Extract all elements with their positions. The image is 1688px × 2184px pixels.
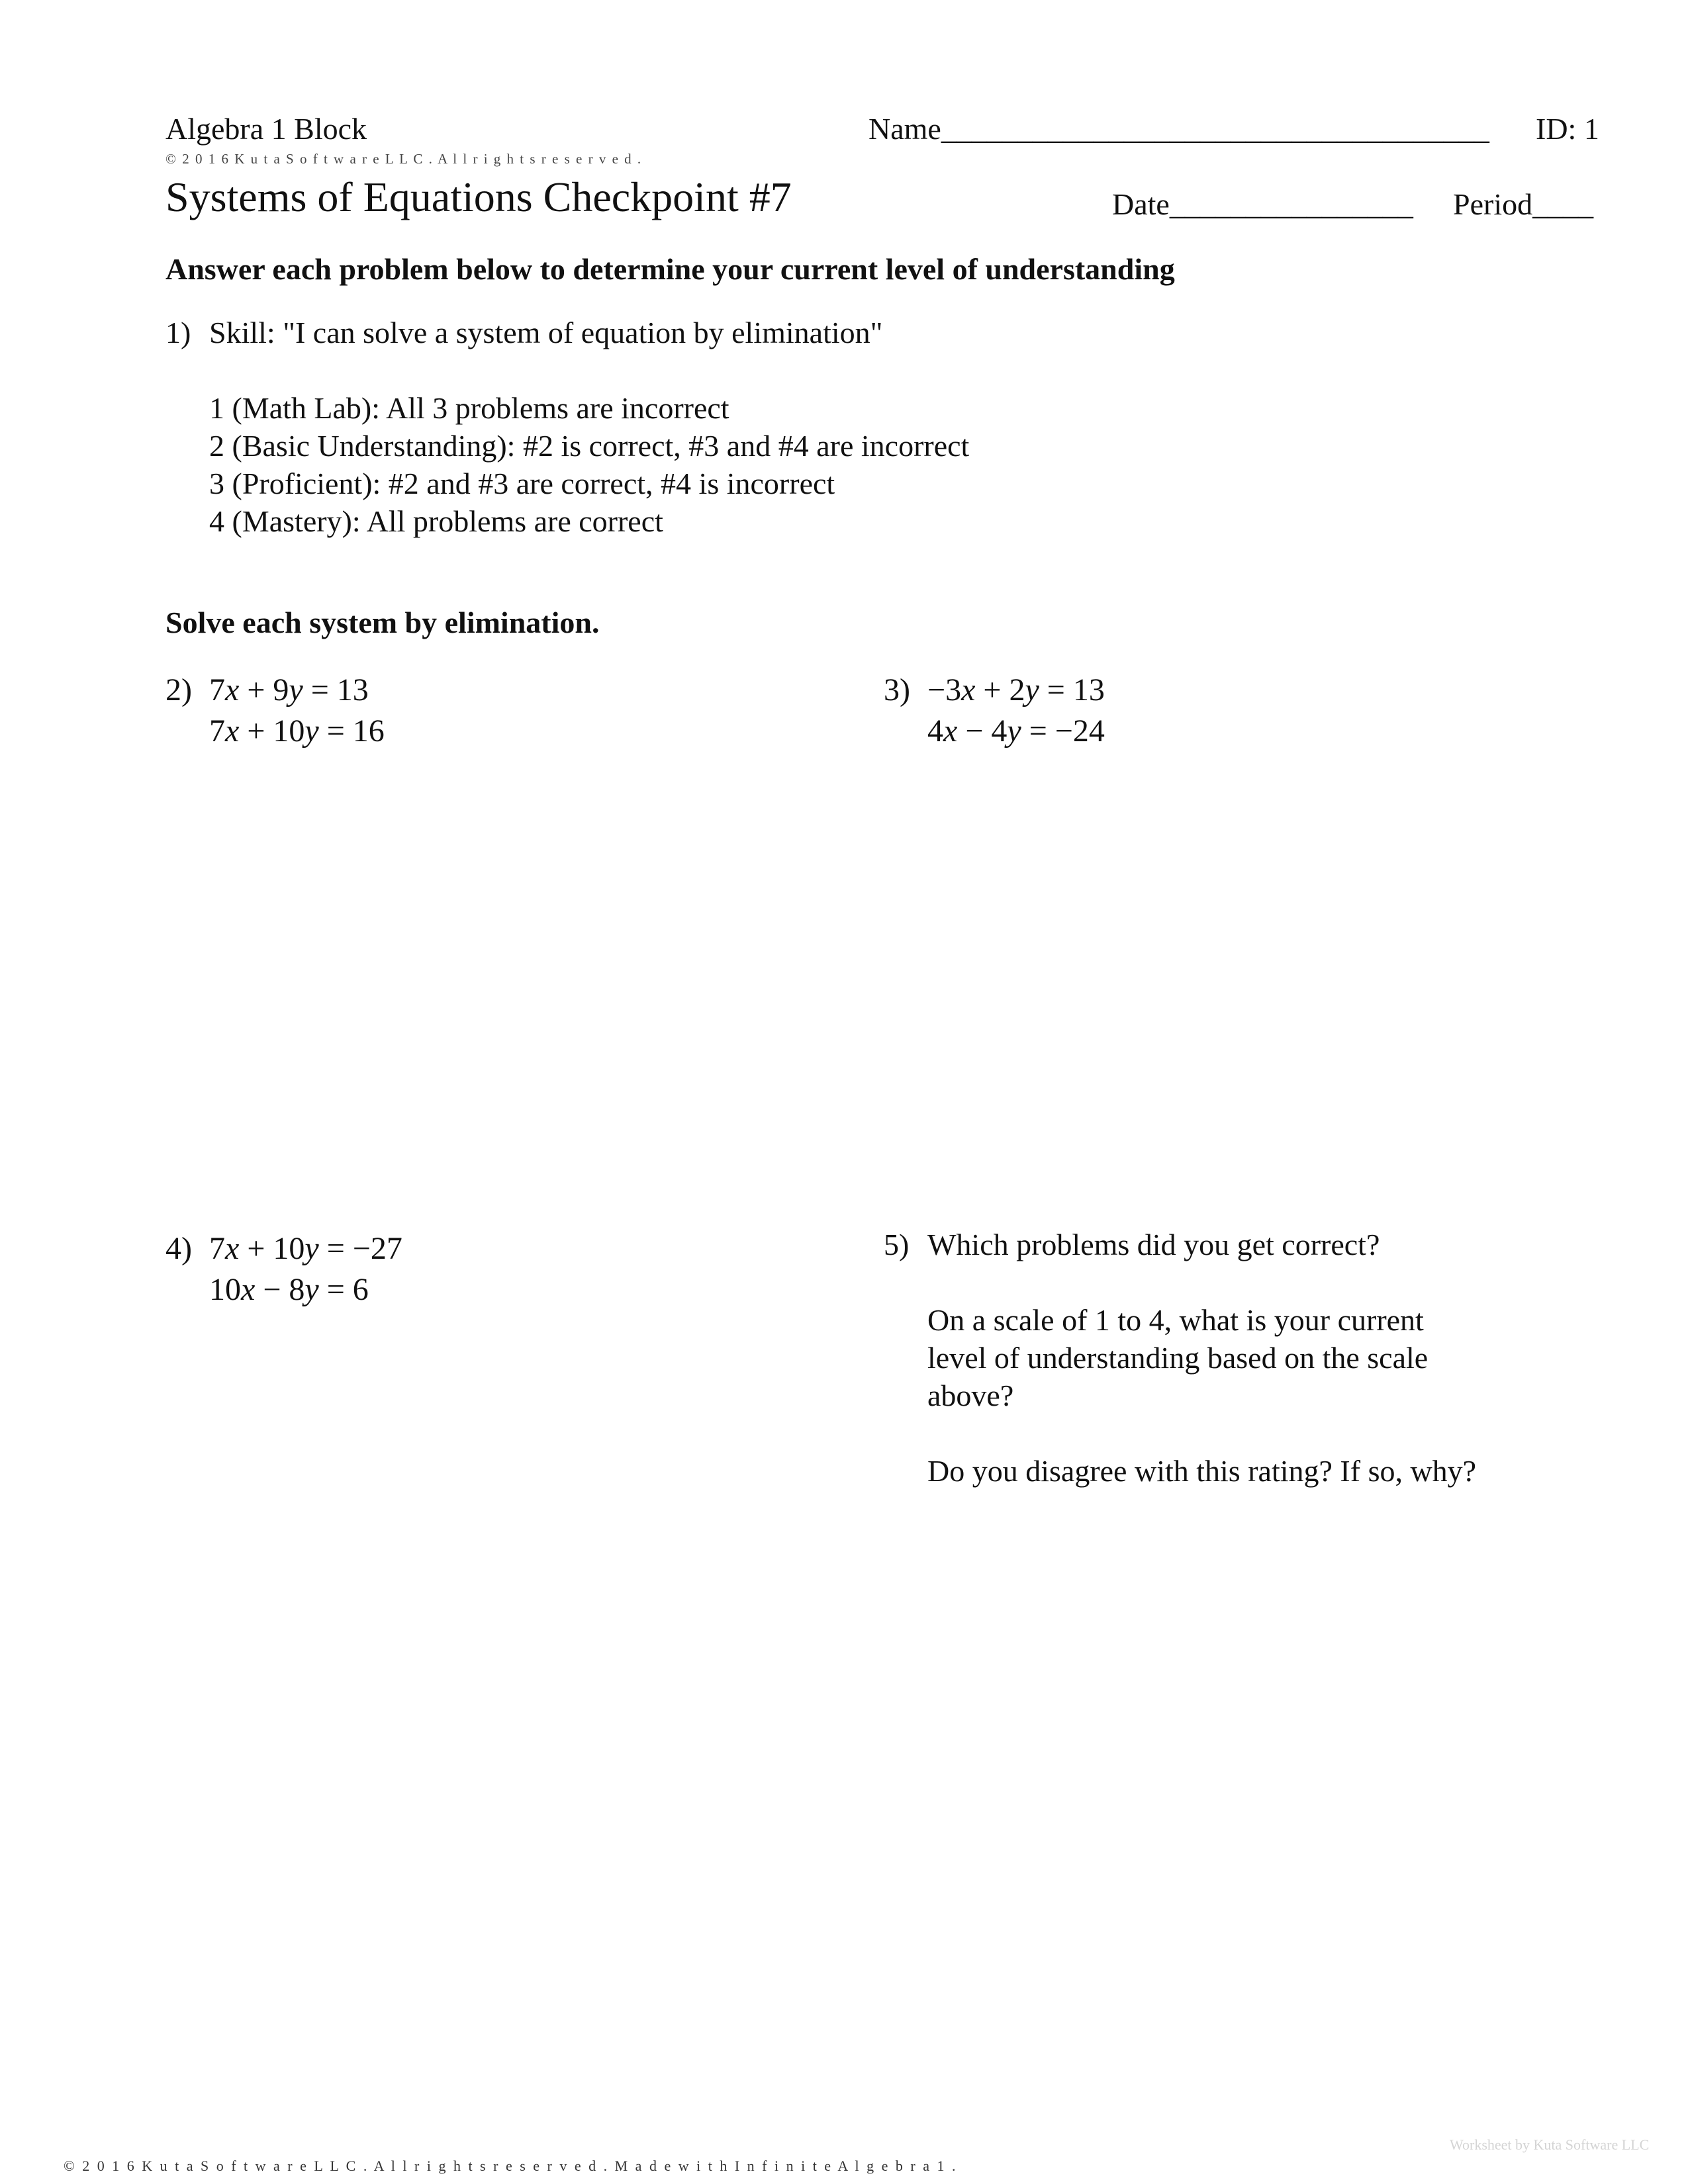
skill-number: 1) <box>165 316 191 349</box>
skill-level: 4 (Mastery): All problems are correct <box>209 504 663 538</box>
name-field[interactable]: Name____________________________________ <box>868 112 1489 146</box>
page-title: Systems of Equations Checkpoint #7 <box>165 173 792 220</box>
equation-2: 4x − 4y = −24 <box>927 713 1105 749</box>
problem-3 <box>884 670 1105 752</box>
period-field[interactable]: Period____ <box>1453 187 1594 221</box>
equation-1: 7x + 10y = −27 <box>209 1231 402 1266</box>
equation-2: 10x − 8y = 6 <box>209 1272 369 1307</box>
skill-level: 2 (Basic Understanding): #2 is correct, #3 and #4 are incorrect <box>209 429 970 463</box>
equation-2: 7x + 10y = 16 <box>209 713 385 749</box>
reflection-question: On a scale of 1 to 4, what is your current level of understanding based on the scale above? <box>927 1303 1429 1412</box>
footer-copyright: © 2 0 1 6 K u t a S o f t w a r e L L C . A l l r i g h t s r e s e r v e d . M a d e w i t h I n f i n i t e A l g e b r a 1 . <box>64 2158 958 2174</box>
instructions: Answer each problem below to determine your current level of understanding <box>165 252 1175 286</box>
kuta-watermark: Worksheet by Kuta Software LLC <box>1450 2136 1650 2153</box>
header-copyright: © 2 0 1 6 K u t a S o f t w a r e L L C . A l l r i g h t s r e s e r v e d . <box>165 151 643 167</box>
skill-level: 3 (Proficient): #2 and #3 are correct, #4 is incorrect <box>209 467 835 500</box>
reflection-questions <box>927 1226 1483 1527</box>
problem-4 <box>165 1228 402 1310</box>
problem-5-number: 5) <box>884 1228 910 1261</box>
section-heading: Solve each system by elimination. <box>165 606 600 639</box>
skill-text: Skill: "I can solve a system of equation by elimination" <box>209 316 883 349</box>
date-field[interactable]: Date________________ <box>1112 187 1413 221</box>
worksheet-id: ID: 1 <box>1536 112 1599 146</box>
skill-item <box>165 314 882 351</box>
problem-number: 4) <box>165 1231 192 1266</box>
reflection-question: Do you disagree with this rating? If so, why? <box>927 1454 1477 1488</box>
problem-number: 3) <box>884 672 910 707</box>
reflection-question: Which problems did you get correct? <box>927 1228 1380 1261</box>
skill-level: 1 (Math Lab): All 3 problems are incorrect <box>209 391 729 425</box>
equation-1: 7x + 9y = 13 <box>209 672 369 707</box>
equation-1: −3x + 2y = 13 <box>927 672 1105 707</box>
course-name: Algebra 1 Block <box>165 112 367 146</box>
skill-levels <box>209 389 969 540</box>
problem-2 <box>165 670 385 752</box>
problem-number: 2) <box>165 672 192 707</box>
